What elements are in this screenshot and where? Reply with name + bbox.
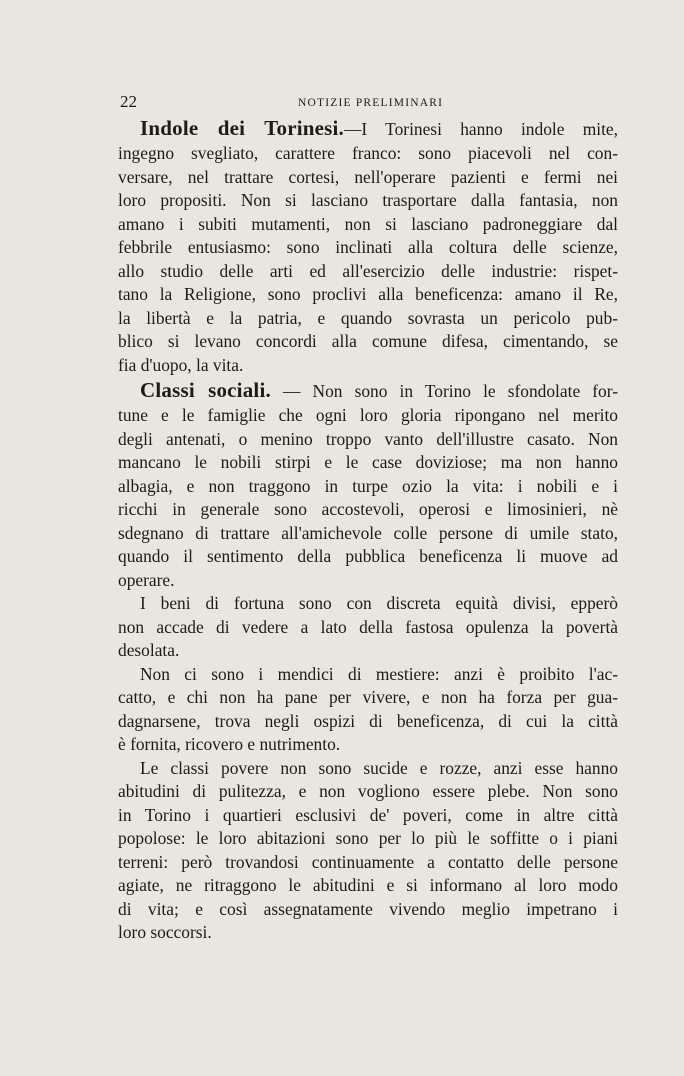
text-line: catto, e chi non ha pane per vivere, e non ha forza per gua-: [118, 687, 618, 707]
text-line: operare.: [118, 569, 175, 590]
text-line: la libertà e la patria, e quando sovrasta un pericolo pub-: [118, 307, 618, 328]
section-heading-line: [118, 377, 618, 404]
text-line: popolose: le loro abitazioni sono per lo più le soffitte o i piani: [118, 828, 618, 848]
text-line: dagnarsene, trova negli ospizi di beneficenza, di cui la città: [118, 710, 618, 731]
text-line: in Torino i quartieri esclusivi de' poveri, come in altre città: [118, 804, 618, 825]
text-line: loro propositi. Non si lasciano trasportare dalla fantasia, non: [118, 190, 618, 210]
text-line: è fornita, ricovero e nutrimento.: [118, 734, 341, 754]
text-line: ingegno svegliato, carattere franco: sono piacevoli nel con-: [118, 143, 618, 163]
running-title: NOTIZIE PRELIMINARI: [298, 97, 444, 109]
text-line: sdegnano di trattare all'amichevole colle persone di umile stato,: [118, 522, 618, 543]
text-line: di vita; e così assegnatamente vivendo meglio impetrano i: [118, 898, 618, 919]
text-line: desolata.: [118, 640, 180, 660]
body-text: [118, 115, 618, 945]
text-line: abitudini di pulitezza, e non vogliono essere plebe. Non sono: [118, 781, 618, 801]
text-line: Le classi povere non sono sucide e rozze, anzi esse hanno: [140, 757, 618, 778]
section-heading: Indole dei Torinesi.: [140, 116, 345, 140]
text-line: blico si levano concordi alla comune difesa, cimentando, se: [118, 331, 618, 351]
text-line: mancano le nobili stirpi e le case doviziose; ma non hanno: [118, 452, 618, 472]
text-line: albagia, e non traggono in turpe ozio la vita: i nobili e i: [118, 475, 618, 496]
text-line: versare, nel trattare cortesi, nell'operare pazienti e fermi nei: [118, 166, 618, 187]
text-line: non accade di vedere a lato della fastosa opulenza la povertà: [118, 616, 618, 637]
text-line: tune e le famiglie che ogni loro gloria ripongano nel merito: [118, 405, 618, 425]
text-line: I beni di fortuna sono con discreta equità divisi, epperò: [140, 593, 618, 613]
text-line: febbrile entusiasmo: sono inclinati alla coltura delle scienze,: [118, 237, 618, 257]
text-line: — Non sono in Torino le sfondolate for-: [270, 381, 618, 401]
text-line: tano la Religione, sono proclivi alla beneficenza: amano il Re,: [118, 284, 618, 304]
text-line: quando il sentimento della pubblica beneficenza li muove ad: [118, 546, 618, 566]
page-number: 22: [120, 92, 137, 111]
text-line: amano i subiti mutamenti, non si lasciano padroneggiare dal: [118, 213, 618, 234]
text-line: —I Torinesi hanno indole mite,: [344, 119, 618, 139]
section-heading: Classi sociali.: [140, 378, 271, 402]
text-line: loro soccorsi.: [118, 922, 212, 942]
section-heading-line: [118, 115, 618, 142]
text-line: ricchi in generale sono accostevoli, operosi e limosinieri, nè: [118, 499, 618, 519]
text-line: Non ci sono i mendici di mestiere: anzi è proibito l'ac-: [140, 663, 618, 684]
text-line: degli antenati, o menino troppo vanto dell'illustre casato. Non: [118, 428, 618, 449]
text-line: allo studio delle arti ed all'esercizio delle industrie: rispet-: [118, 260, 618, 281]
text-line: terreni: però trovandosi continuamente a contatto delle persone: [118, 851, 618, 872]
text-line: agiate, ne ritraggono le abitudini e si informano al loro modo: [118, 875, 618, 895]
text-line: fia d'uopo, la vita.: [118, 354, 244, 375]
running-header: [120, 92, 612, 112]
